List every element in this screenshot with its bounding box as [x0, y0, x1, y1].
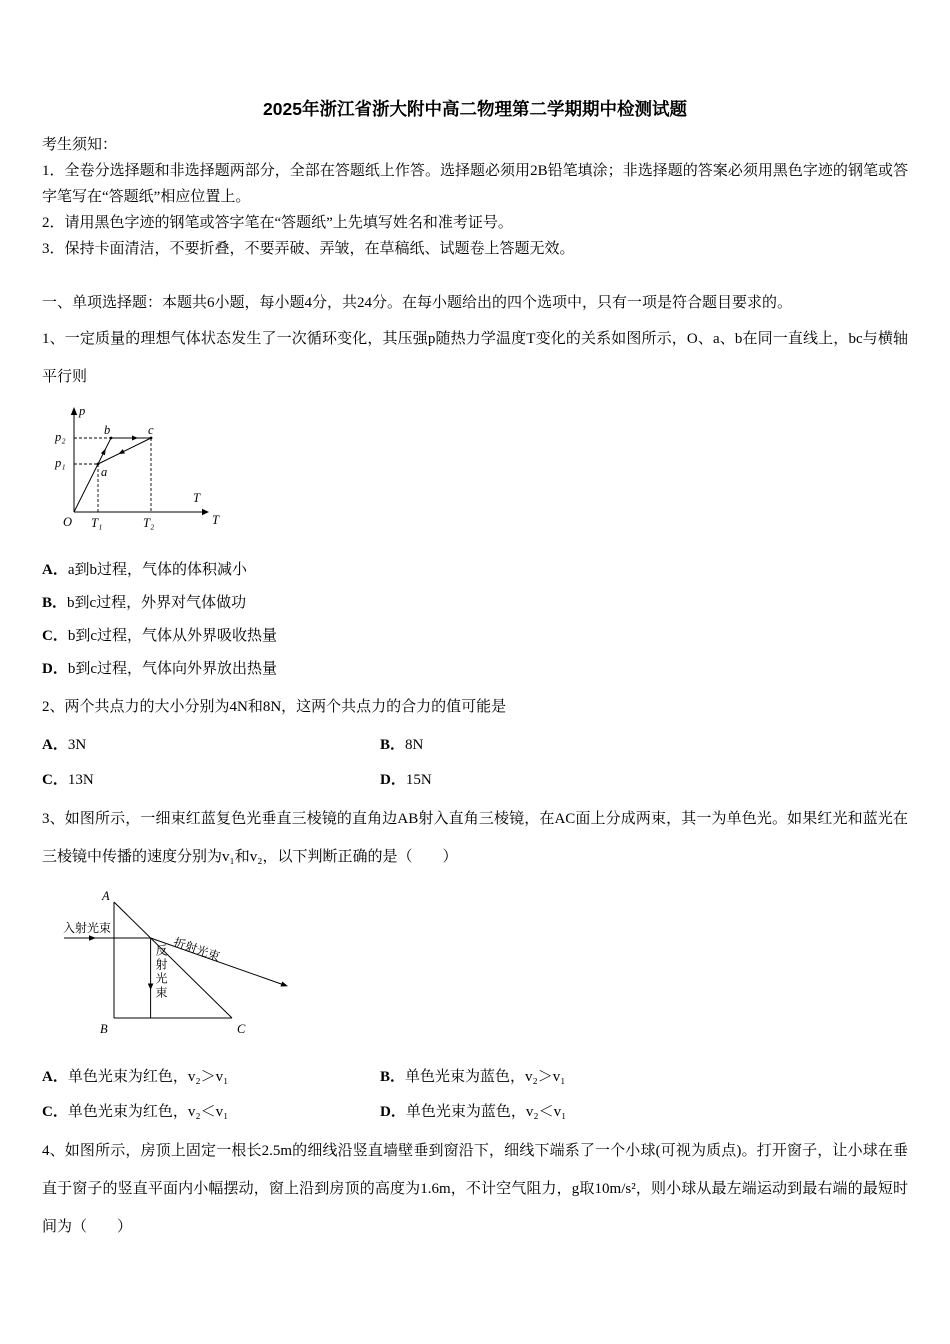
- option-1b: [42, 587, 908, 620]
- incident-beam-label: 入射光束: [63, 921, 112, 935]
- point-label-a: a: [101, 465, 108, 479]
- reference-dashed-lines: [74, 438, 151, 512]
- option-3b-text: 单色光束为蓝色，v₂＞v₁: [405, 1069, 566, 1085]
- option-1c-text: b到c过程，气体从外界吸收热量: [67, 628, 278, 644]
- option-1d-text: b到c过程，气体向外界放出热量: [67, 661, 278, 677]
- question-3-options: [42, 1060, 908, 1130]
- prism-figure: [62, 886, 312, 1044]
- option-2a-text: 3N: [67, 737, 87, 753]
- option-1d-letter: D．: [42, 661, 68, 677]
- notice-item-3: 3．保持卡面清洁，不要折叠，不要弄破、弄皱，在草稿纸、试题卷上答题无效。: [42, 241, 575, 257]
- option-1a: [42, 554, 908, 587]
- option-2b-letter: B．: [380, 737, 406, 753]
- origin-label: O: [63, 515, 73, 529]
- tick-label-p2: p₂: [55, 430, 66, 444]
- vertex-label-b: B: [100, 1022, 108, 1036]
- point-label-c: c: [148, 423, 154, 437]
- question-4-stem: 4、如图所示，房顶上固定一根长2.5m的细线沿竖直墙壁垂到窗沿下，细线下端系了一个小球(可视为质点)。打开窗子，让小球在垂直于窗子的竖直平面内小幅摆动，窗上沿到房顶的高度为1.6m，不计空气阻力，g取10m/s²，则小球从最左端运动到最右端的最短时间为（ ）: [42, 1143, 908, 1235]
- option-1c: [42, 620, 908, 653]
- option-3a-text: 单色光束为红色，v₂＞v₁: [67, 1069, 229, 1085]
- pt-graph-figure: [54, 404, 244, 540]
- tick-label-t1: T₁: [91, 516, 103, 530]
- question-2-options: [42, 728, 908, 798]
- option-3b: [380, 1060, 908, 1095]
- option-2a: [42, 728, 380, 763]
- option-2c-letter: C．: [42, 772, 68, 788]
- option-1b-text: b到c过程，外界对气体做功: [67, 595, 247, 611]
- notice-item-2: 2．请用黑色字迹的钢笔或答字笔在“答题纸”上先填写姓名和准考证号。: [42, 215, 513, 231]
- axis-label-t: T: [212, 513, 219, 527]
- option-2a-letter: A．: [42, 737, 68, 753]
- vertex-label-a: A: [102, 889, 110, 903]
- option-2d: [380, 763, 908, 798]
- reflected-ray: [148, 938, 154, 1018]
- notice-item-1: 1．全卷分选择题和非选择题两部分，全部在答题纸上作答。选择题必须用2B铅笔填涂；非选择题的答案必须用黑色字迹的钢笔或答字笔写在“答题纸”相应位置上。: [42, 163, 908, 205]
- question-1-stem: 1、一定质量的理想气体状态发生了一次循环变化，其压强p随热力学温度T变化的关系如图所示，O、a、b在同一直线上，bc与横轴平行则: [42, 331, 908, 385]
- option-2d-letter: D．: [380, 772, 406, 788]
- refracted-beam-label: 折射光束: [171, 935, 222, 964]
- axis-label-t-upper: T: [193, 491, 200, 505]
- option-1b-letter: B．: [42, 595, 68, 611]
- option-3b-letter: B．: [380, 1069, 406, 1085]
- point-label-b: b: [104, 423, 111, 437]
- option-2b-text: 8N: [405, 737, 424, 753]
- option-3c-text: 单色光束为红色，v₂＜v₁: [67, 1104, 229, 1120]
- option-2c-text: 13N: [67, 772, 94, 788]
- option-3a-letter: A．: [42, 1069, 68, 1085]
- tick-label-t2: T₂: [143, 516, 155, 530]
- option-1d: [42, 653, 908, 686]
- option-3c-letter: C．: [42, 1104, 68, 1120]
- question-2-stem: 2、两个共点力的大小分别为4N和8N，这两个共点力的合力的值可能是: [42, 699, 507, 715]
- option-3d: [380, 1095, 908, 1130]
- option-2d-text: 15N: [405, 772, 432, 788]
- option-3d-letter: D．: [380, 1104, 406, 1120]
- axis-label-p: p: [79, 404, 86, 418]
- option-3a: [42, 1060, 380, 1095]
- question-3-stem: 3、如图所示，一细束红蓝复色光垂直三棱镜的直角边AB射入直角三棱镜，在AC面上分成两束，其一为单色光。如果红光和蓝光在三棱镜中传播的速度分别为v₁和v₂，以下判断正确的是（ ）: [42, 811, 908, 865]
- option-3d-text: 单色光束为蓝色，v₂＜v₁: [405, 1104, 567, 1120]
- tick-label-p1: p₁: [55, 456, 66, 470]
- notice-heading: 考生须知：: [42, 137, 118, 153]
- option-1c-letter: C．: [42, 628, 68, 644]
- vertex-label-c: C: [237, 1022, 246, 1036]
- axes: [71, 404, 209, 515]
- page-title: 2025年浙江省浙大附中高二物理第二学期期中检测试题: [263, 99, 687, 119]
- option-1a-text: a到b过程，气体的体积减小: [67, 562, 248, 578]
- reflected-beam-label: 反射光束: [154, 944, 168, 1000]
- option-3c: [42, 1095, 380, 1130]
- option-2c: [42, 763, 380, 798]
- option-2b: [380, 728, 908, 763]
- section-heading: 一、单项选择题：本题共6小题，每小题4分，共24分。在每小题给出的四个选项中，只有一项是符合题目要求的。: [42, 295, 793, 311]
- cycle-path: [74, 436, 152, 513]
- question-1-options: [42, 554, 908, 686]
- refracted-ray: [151, 935, 288, 987]
- prism-svg: [62, 886, 312, 1044]
- incident-ray: [64, 935, 151, 941]
- option-1a-letter: A．: [42, 562, 68, 578]
